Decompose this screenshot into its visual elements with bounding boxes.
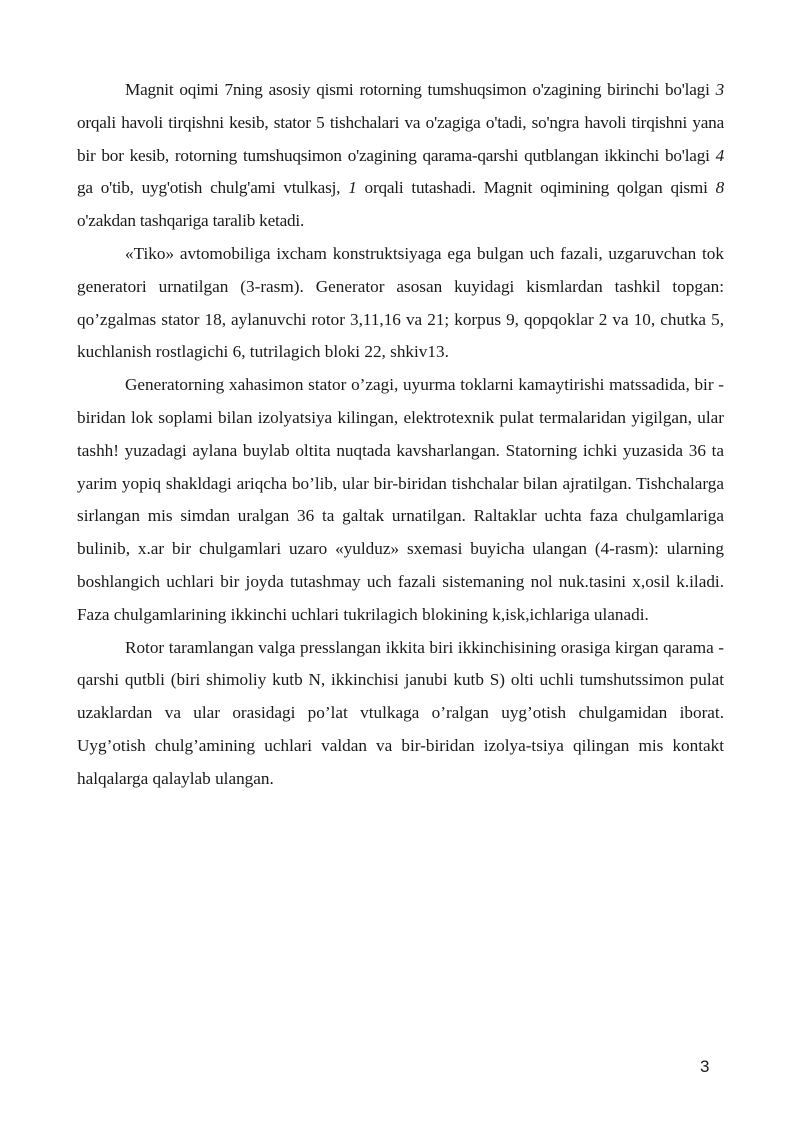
document-body [77, 74, 724, 796]
text-run-italic: 1 [348, 178, 357, 198]
paragraph-tiko-generator: «Tiko» avtomobiliga ixcham konstruktsiyaga ega bulgan uch fazali, uzgaruvchan tok generatori urnatilgan (3-rasm). Generator asosan kuyidagi kismlardan tashkil topgan: qo’zgalmas stator 18, aylanuvchi rotor 3,11,16 va 21; korpus 9, qopqoklar 2 va 10, chutka 5, kuchlanish rostlagichi 6, tutrilagich bloki 22, shkiv13. [77, 243, 724, 362]
paragraph-magnetic-flux [77, 74, 724, 238]
text-run: Magnit oqimi 7ning asosiy qismi rotorning tumshuqsimon o'zagining birinchi bo'lagi [125, 80, 716, 99]
text-run-italic: 3 [715, 80, 724, 99]
text-run: o'zakdan tashqariga taralib ketadi. [77, 211, 305, 231]
page-number: 3 [700, 1057, 710, 1076]
text-run-italic: 4 [715, 145, 724, 165]
paragraph-rotor: Rotor taramlangan valga presslangan ikkita biri ikkinchisining orasiga kirgan qarama -qarshi qutbli (biri shimoliy kutb N, ikkinchisi janubi kutb S) olti uchli tumshutssimon pulat uzaklardan va ular orasidagi po’lat vtulkaga o’ralgan uyg’otish chulgamidan iborat. Uyg’otish chulg’amining uchlari valdan va bir-biridan izolya-tsiya qilingan mis kontakt halqalarga qalaylab ulangan. [77, 637, 724, 788]
text-run: orqali tutashadi. Magnit oqimining qolgan qismi [356, 178, 716, 198]
text-run-italic: 8 [715, 178, 725, 198]
text-run: orqali havoli tirqishni kesib, stator 5 tishchalari va o'zagiga o'tadi, so'ngra havoli tirqishni yana bir bor kesib, rotorning tumshuqsimon o'zagining qarama-qarshi qutblangan ikkinchi bo'lagi [77, 112, 724, 165]
paragraph-stator-core: Generatorning xahasimon stator o’zagi, uyurma toklarni kamaytirishi matssadida, bir - biridan lok soplami bilan izolyatsiya kilingan, elektrotexnik pulat termalaridan yigilgan, ular tashh! yuzadagi aylana buylab oltita nuqtada kavsharlangan. Statorning ichki yuzasida 36 ta yarim yopiq shakldagi ariqcha bo’lib, ular bir-biridan tishchalar bilan ajratilgan. Tishchalarga sirlangan mis simdan uralgan 36 ta galtak urnatilgan. Raltaklar uchta faza chulgamlariga bulinib, x.ar bir chulgamlari uzaro «yulduz» sxemasi buyicha ulangan (4-rasm): ularning boshlangich uchlari bir joyda tutashmay uch fazali sistemaning nol nuk.tasini x,osil k.iladi. Faza chulgamlarining ikkinchi uchlari tukrilagich blokining k,isk,ichlariga ulanadi. [77, 375, 724, 624]
text-run: ga o'tib, uyg'otish chulg'ami vtulkasj, [77, 178, 349, 198]
